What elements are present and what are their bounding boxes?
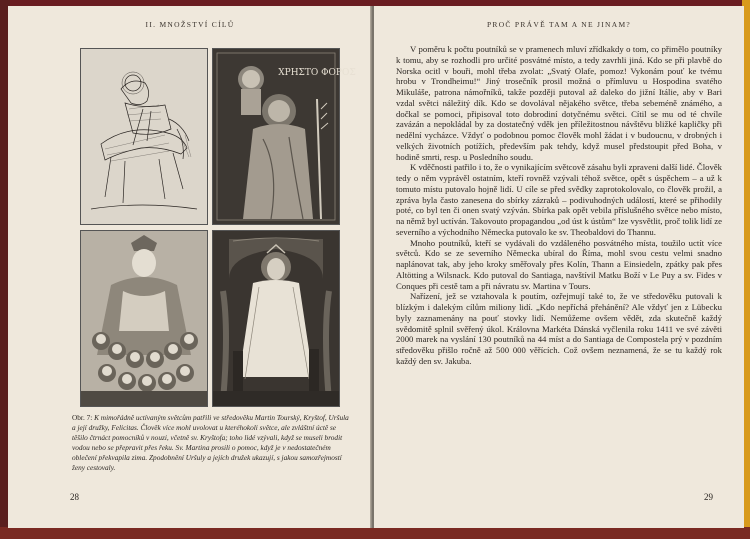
caption-label: Obr. 7: [72,413,93,422]
left-page-number: 28 [70,492,79,502]
paragraph: K vděčnosti patřilo i to, že o vynikajícím světcově zásahu byli zpraveni další lidé. Člověk tedy o něm vyprávěl ostatním, kteří rovněž vzývali téhož světce, opět s úspěchem – a už k tomuto místu putovalo hojně lidí. U cíle se před svědky zaprotokolovalo, co člověk prožil, a zpráva byla často zanesena do sbírky zázraků – podivuhodných událostí, které se přihodily poté, co byl ten či onen svatý vzýván. Sbírka pak opět vebila příslušného světce nebo místo, na němž byl uctíván. Takovouto propagandou „od úst k ústům“ lze vysvětlit, proč tolik lidí ze severního a východního Německa putovalo ke sv. Theobaldovi do Thannu. [396,162,722,237]
figure-st-christopher [212,48,356,225]
paragraph: Nařízení, jež se vztahovala k poutím, ozřejmují také to, že ve středověku putovali k blízkým i dalekým cílům miliony lidí. „Kdo nepříchá přehánění? Ale vždyť jen z Lübecku byly zaznamenány na pouť stovky lidí. Nemůžeme ovšem vědět, zda skutečně každý svědomitě splnil svěřený úkol. Královna Markéta Dánská vyčlenila roku 1411 ve své závěti 2000 marek na vyslání 130 poutníků na 44 míst a do Santiaga de Compostela prý v pozdním středověku přišlo ročně až 500 000 věřících. Což ovšem neznamená, že se tu každý rok každý den sv. Jakuba. [396,291,722,366]
st-christopher-icon [213,49,356,224]
figure-felicitas [212,230,340,407]
left-page [8,6,372,528]
right-page-number: 29 [704,492,713,502]
figure-st-martin [80,48,208,225]
caption-text: K mimořádně uctívaným světcům patřili ve středověku Martin Tourský, Kryštof, Uršula a její družky, Felicitas. Člověk více mohl uvolovat u kteréhokoli světce, ale zvláštní úctě se těšilo čtrnáct pomocníků v nouzi, včetně sv. Kryštofa; toho lidé vzývali, když se museli brodit vodou nebo se přepravit přes řeku. Sv. Martina prosili o pomoc, když je v nedostatečném oblečení překvapila zima. Zpodobnění Uršuly a jejích družek ukazují, s jakou samozřejmostí ženy cestovaly. [72,413,349,473]
paragraph: V poměru k počtu poutníků se v pramenech mluví zřídkakdy o tom, co přimělo poutníky k tomu, aby se rozhodli pro určité posvátné místo, a tedy zavrhli jiná. Kdo se při plavbě do Norska ocitl v bouři, mohl třeba zvolat: „Svatý Olafe, pomoz! Vykonám pouť ke tvému hrobu v Trondheimu!“ Jiný trosečník prosil možná o přímluvu u Hospodina svatého Mikuláše, patrona námořníků, takže později putoval až daleko do jižní Itálie, aby v Bari vzdal světci náležitý dík. Kdo se dovolával nějakého světce, třeba sebeméně známého, a dočkal se pomoci, připisoval toto dobrodiní dotyčnému světci. Cítil se mu od té chvíle zavázán a nepokládal by za dostatečný vděk jen příležitostnou návštěvu bližké kapličky při nedělní vycházce. Vždyť o podobnou pomoc člověk mohl žádat i v budoucnu, v drobných i velkých životních potížích, především pak tehdy, když musel předstoupit před Boha, v hodině smrti, resp. u Posledního soudu. [396,44,722,162]
right-running-head: PROČ PRÁVĚ TAM A NE JINAM? [486,20,632,29]
st-ursula-sculpture [81,231,207,406]
book-cover-edge-bottom [0,527,750,539]
felicitas-painting [213,231,339,406]
figure-st-ursula [80,230,208,407]
body-text [396,44,722,367]
figure-grid [80,48,356,408]
st-martin-woodcut [81,49,207,224]
figure-caption [72,413,350,474]
paragraph: Mnoho poutníků, kteří se vydávali do vzdáleného posvátného místa, toužilo uctít více světců. Kdo se ze severního Německa ubíral do Říma, mohl svou cestu velmi snadno naplánovat tak, aby jeho kroky směřovaly přes Kolín, Thann a Einsiedeln, zpátky pak přes Altötting a Wilsnack. Kdo putoval do Santiaga, navštívil Matku Boží v Le Puy a sv. Fides v Conques při cestě tam a při návratu sv. Martina v Tours. [396,237,722,291]
left-running-head: II. MNOŽSTVÍ CÍLŮ [145,20,235,29]
right-page [374,6,744,528]
icon-inscription: ΧΡΗΣΤΟ ΦΟΡΟΣ [278,68,356,78]
